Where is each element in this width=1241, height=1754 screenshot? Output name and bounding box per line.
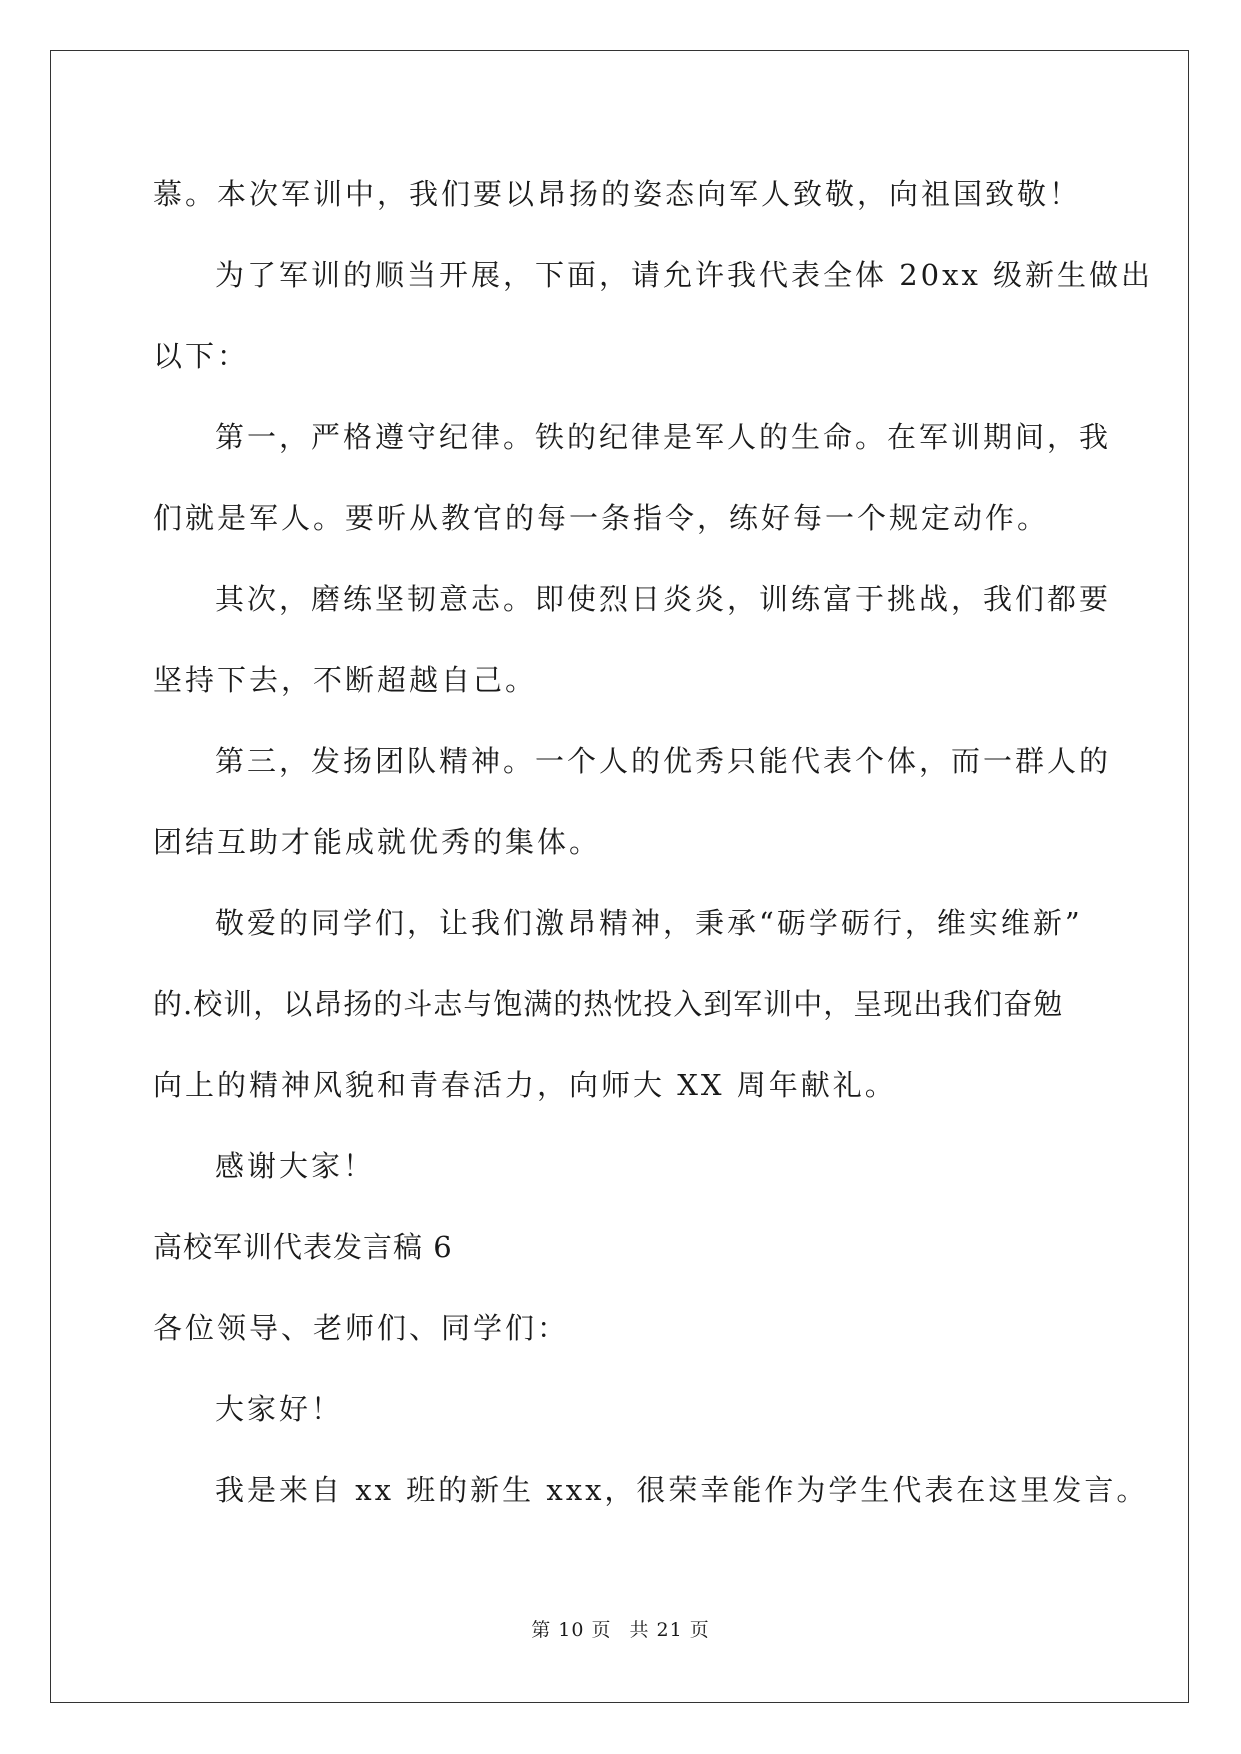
text-line: 我是来自 xx 班的新生 xxx，很荣幸能作为学生代表在这里发言。: [215, 1473, 1149, 1507]
text-line: 大家好！: [215, 1392, 344, 1426]
text-line: 第三，发扬团队精神。一个人的优秀只能代表个体，而一群人的: [215, 744, 1112, 778]
page-number: 第 10 页: [531, 1619, 612, 1641]
text-line: 感谢大家！: [215, 1149, 376, 1183]
page-border: [50, 50, 1189, 1703]
text-line: 第一，严格遵守纪律。铁的纪律是军人的生命。在军训期间，我: [215, 420, 1112, 454]
page-total: 共 21 页: [629, 1619, 710, 1641]
text-line: 敬爱的同学们，让我们激昂精神，秉承“砺学砺行，维实维新”: [215, 906, 1083, 940]
text-line: 各位领导、老师们、同学们：: [153, 1311, 570, 1345]
text-line: 坚持下去，不断超越自己。: [153, 663, 538, 697]
text-line: 为了军训的顺当开展，下面，请允许我代表全体 20xx 级新生做出: [215, 258, 1154, 292]
page-footer: [0, 1617, 1241, 1643]
text-line: 慕。本次军训中，我们要以昂扬的姿态向军人致敬，向祖国致敬！: [153, 177, 1082, 211]
text-line: 其次，磨练坚韧意志。即使烈日炎炎，训练富于挑战，我们都要: [215, 582, 1112, 616]
text-line: 团结互助才能成就优秀的集体。: [153, 825, 602, 859]
section-heading: 高校军训代表发言稿 6: [153, 1230, 453, 1264]
text-line: 的.校训，以昂扬的斗志与饱满的热忱投入到军训中，呈现出我们奋勉: [153, 987, 1064, 1021]
text-line: 向上的精神风貌和青春活力，向师大 XX 周年献礼。: [153, 1068, 897, 1102]
text-line: 们就是军人。要听从教官的每一条指令，练好每一个规定动作。: [153, 501, 1050, 535]
text-line: 以下：: [153, 339, 250, 373]
